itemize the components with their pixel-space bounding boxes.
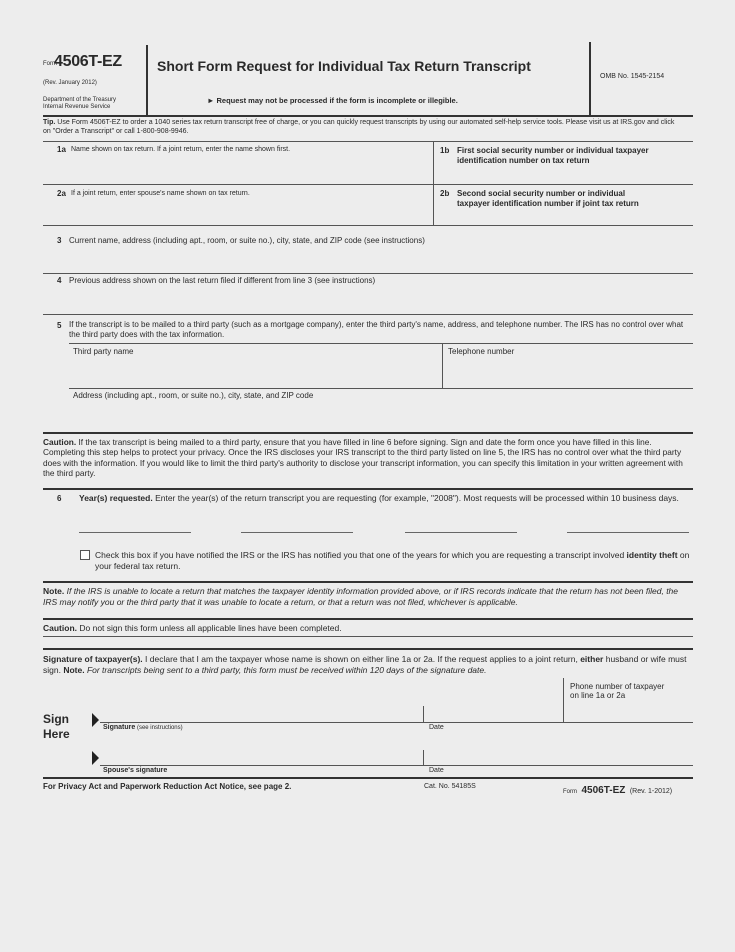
form-subtitle: ► Request may not be processed if the form is incomplete or illegible. <box>207 96 458 105</box>
year-field-1[interactable] <box>79 532 191 533</box>
footer-rule <box>43 777 693 779</box>
phone-label-b: on line 1a or 2a <box>570 691 626 700</box>
line-3-label: Current name, address (including apt., room, or suite no.), city, state, and ZIP code (see instructions) <box>69 236 425 245</box>
line-3-number: 3 <box>57 236 62 245</box>
line-5-rule <box>69 343 693 344</box>
spouse-date-label: Date <box>429 767 444 774</box>
third-party-name-label: Third party name <box>73 347 134 356</box>
footer-form-id: Form 4506T-EZ (Rev. 1-2012) <box>563 785 673 796</box>
line-2a-number: 2a <box>57 189 66 198</box>
note-label: Note. <box>43 586 65 596</box>
caution-signing <box>43 623 342 634</box>
identity-theft-text: Check this box if you have notified the IRS or the IRS has notified you that one of the years for which you are requesting a transcript involved identity theft on your federal tax return. <box>95 550 690 571</box>
signature-declaration: Signature of taxpayer(s). I declare that I am the taxpayer whose name is shown on either line 1a or 2a. If the request applies to a joint return, either husband or wife must sign. Note. For transcripts being sent to a third party, this form must be received within 120 days of the signature date. <box>43 654 687 675</box>
year-field-4[interactable] <box>567 532 689 533</box>
tip-rule <box>43 141 693 142</box>
header-divider-left <box>146 45 148 115</box>
form-prefix: Form <box>43 61 57 67</box>
sign-label: Sign <box>43 712 69 726</box>
line-2b-number: 2b <box>440 189 450 198</box>
caution-signing-label: Caution. <box>43 623 77 633</box>
line-4-label: Previous address shown on the last return filed if different from line 3 (see instructions) <box>69 276 376 285</box>
caution-third-party <box>43 437 691 479</box>
third-party-rule <box>69 388 693 389</box>
line-2a-label: If a joint return, enter spouse's name shown on tax return. <box>71 190 250 197</box>
department-line: Department of the Treasury <box>43 97 117 103</box>
agency-line: Internal Revenue Service <box>43 104 111 110</box>
line-1b-label-b: identification number on tax return <box>457 156 590 165</box>
date-divider-2 <box>423 750 424 765</box>
year-field-3[interactable] <box>405 532 517 533</box>
taxpayer-signature-label: Signature (see instructions) <box>103 724 183 731</box>
line-6-rule <box>43 581 693 583</box>
phone-divider <box>563 678 564 722</box>
catalog-number: Cat. No. 54185S <box>424 783 476 790</box>
identity-theft-checkbox[interactable] <box>80 550 90 560</box>
spouse-sign-arrow-icon <box>92 751 99 765</box>
line-1a-number: 1a <box>57 145 66 154</box>
header-rule <box>43 115 693 117</box>
form-id: 4506T-EZ <box>54 53 122 70</box>
year-field-2[interactable] <box>241 532 353 533</box>
line-1a-label: Name shown on tax return. If a joint return, enter the name shown first. <box>71 146 291 153</box>
revision-date: (Rev. January 2012) <box>43 80 97 86</box>
tip-label: Tip. <box>43 119 56 126</box>
taxpayer-signature-line[interactable] <box>100 722 693 723</box>
tip-text <box>43 118 683 136</box>
caution-signing-body: Do not sign this form unless all applicable lines have been completed. <box>77 623 342 633</box>
caution-rule <box>43 488 693 490</box>
caution-signing-rule-b <box>43 648 693 650</box>
line-1-divider <box>433 141 434 225</box>
line-6-label <box>79 493 693 504</box>
line-2-rule <box>43 225 693 226</box>
line-5-label: If the transcript is to be mailed to a third party (such as a mortgage company), enter the third party's name, address, and telephone number. The IRS has no control over what the third party does with the tax information. <box>69 320 684 339</box>
third-party-address-label: Address (including apt., room, or suite no.), city, state, and ZIP code <box>73 391 314 400</box>
caution-signing-rule-a <box>43 636 693 637</box>
form-title: Short Form Request for Individual Tax Return Transcript <box>157 58 531 74</box>
line-6-number: 6 <box>57 494 62 503</box>
line-4-number: 4 <box>57 276 62 285</box>
telephone-label: Telephone number <box>448 347 515 356</box>
header-divider-right <box>589 42 591 115</box>
date-divider-1 <box>423 706 424 722</box>
line-5-bottom-rule <box>43 432 693 434</box>
years-requested-label: Year(s) requested. <box>79 493 153 503</box>
phone-label-a: Phone number of taxpayer <box>570 682 665 691</box>
third-party-divider <box>442 343 443 388</box>
line-2b-label-a: Second social security number or individual <box>457 189 626 198</box>
caution-body: If the tax transcript is being mailed to a third party, ensure that you have filled in line 6 before signing. Sign and date the form once you have filled in this line. Completing this step helps to protect your privacy. Once the IRS discloses your IRS transcript to the third party listed on line 5, the IRS has no control over what the third party does with the information. If you would like to limit the third party's authority to disclose your transcript information, you can specify this limitation in your written agreement with the third party. <box>43 437 683 479</box>
note-rule <box>43 618 693 620</box>
spouse-signature-line[interactable] <box>100 765 693 766</box>
here-label: Here <box>43 727 70 741</box>
line-1b-label-a: First social security number or individual taxpayer <box>457 146 649 155</box>
line-2b-label-b: taxpayer identification number if joint tax return <box>457 199 639 208</box>
signature-label: Signature of taxpayer(s). <box>43 654 143 664</box>
spouse-signature-label: Spouse's signature <box>103 767 168 774</box>
line-4-rule <box>43 314 693 315</box>
sign-arrow-icon <box>92 713 99 727</box>
note-body: If the IRS is unable to locate a return that matches the taxpayer identity information provided above, or if IRS records indicate that the return has not been filed, the IRS may notify you or the third party that it was unable to locate a return, or that a return was not filed, whichever is applicable. <box>43 586 679 607</box>
privacy-notice: For Privacy Act and Paperwork Reduction Act Notice, see page 2. <box>43 782 292 791</box>
note-text <box>43 586 691 608</box>
line-5-number: 5 <box>57 321 62 330</box>
omb-number: OMB No. 1545-2154 <box>600 73 665 80</box>
tip-body: Use Form 4506T-EZ to order a 1040 series tax return transcript free of charge, or you can quickly request transcripts by using our automated self-help service tools. Please visit us at IRS.gov and click on "Order a Transcript" or call 1-800-908-9946. <box>43 119 675 135</box>
line-3-rule <box>43 273 693 274</box>
line-1b-number: 1b <box>440 146 450 155</box>
caution-label: Caution. <box>43 437 77 447</box>
identity-theft-bold: identity theft <box>626 550 678 560</box>
line-1-rule <box>43 184 693 185</box>
taxpayer-date-label: Date <box>429 724 444 731</box>
years-requested-text: Enter the year(s) of the return transcript you are requesting (for example, "2008"). Most requests will be processed within 10 business days. <box>152 493 679 503</box>
